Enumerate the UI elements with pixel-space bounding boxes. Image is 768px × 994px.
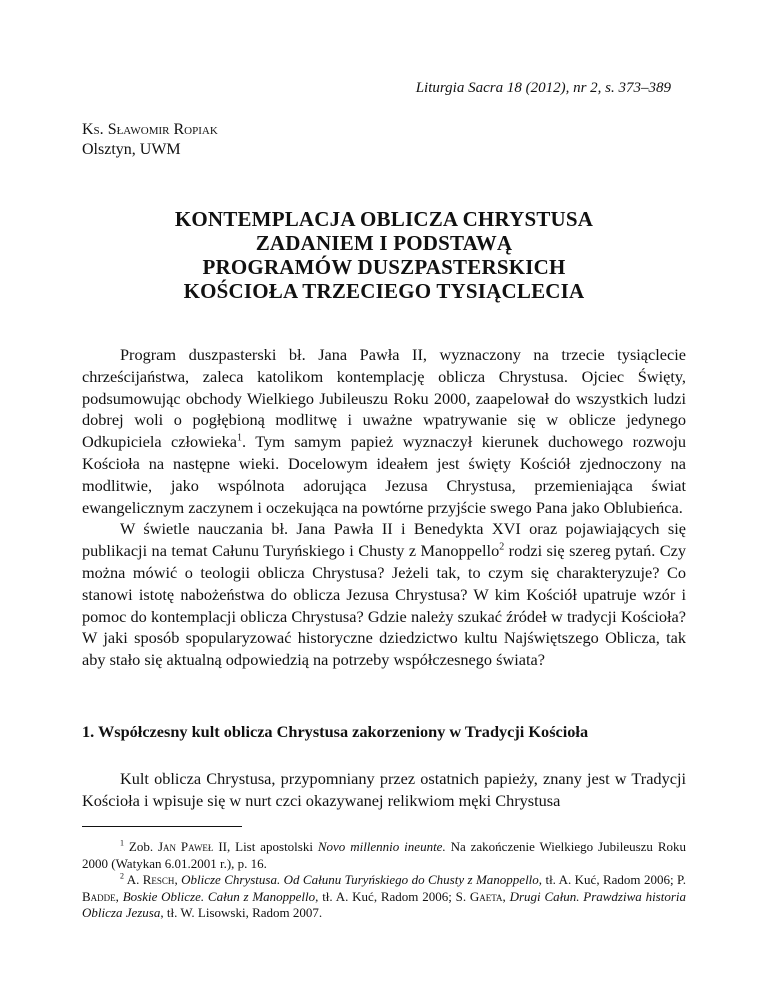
journal-citation: Liturgia Sacra 18 (2012), nr 2, s. 373–389 [415,80,671,96]
paragraph-text: rodzi się szereg pytań. Czy można mówić o teologii oblicza Chrystusa? Jeżeli tak, to czym się charakteryzuje? Co stanowi istotę nabożeństwa do oblicza Jezusa Chrystusa? W kim Kościół upatruje wzór i pomoc do kontemplacji oblicza Chrystusa? Gdzie należy szukać źródeł w tradycji Kościoła? W jaki sposób spopularyzować historyczne dziedzictwo kultu Najświętszego Oblicza, tak aby stało się aktualną odpowiedzią na potrzeby współczesnego świata? [82,541,687,670]
intro-text [82,344,686,671]
footnote-text: , [115,888,123,904]
footnote-title: Drugi Całun. Prawdziwa historia Oblicza Jezusa [82,888,687,921]
footnote-title: Boskie Oblicze. Całun z Manoppello [122,888,316,904]
section-text [82,768,686,812]
footnote-text: , [502,888,510,904]
footnote-author: Resch [142,872,175,888]
footnote-author: Gaeta [469,888,503,904]
footnote-text: , [174,872,182,888]
footnote-title: Novo millennio ineunte. [317,839,446,854]
paragraph [82,344,686,518]
footnote-ref[interactable]: 2 [499,541,505,553]
paragraph [82,518,686,671]
title-line: PROGRAMÓW DUSZPASTERSKICH [202,255,566,279]
author-name [82,120,218,140]
paragraph: Kult oblicza Chrystusa, przypomniany przez ostatnich papieży, znany jest w Tradycji Kościoła i wpisuje się w nurt czci okazywanej relikwiom męki Chrystusa [82,769,686,810]
author-affiliation: Olsztyn, UWM [82,141,181,158]
footnote-author: Badde [82,888,116,904]
footnote-text: A. [124,872,143,888]
section-heading: 1. Współczesny kult oblicza Chrystusa zakorzeniony w Tradycji Kościoła [82,722,589,741]
title-line: KONTEMPLACJA OBLICZA CHRYSTUSA [174,207,594,231]
footnote-text: Zob. [124,839,158,854]
author-prefix: Ks. [82,121,108,138]
footnote-text: , tł. A. Kuć, Radom 2006; S. [315,888,470,904]
paragraph-text: . Tym samym papież wyznaczył kierunek duchowego rozwoju Kościoła na następne wieki. Docelowym ideałem jest święty Kościół zjednoczony na modlitwie, jako wspólnota adorująca Jezusa Chrystusa, przemieniająca świat ewangelicznym zaczynem i oczekująca na powtórne przyjście swego Pana jako Oblubieńca. [82,432,686,517]
footnote-number: 2 [120,871,124,881]
footnote-text: Na zakończenie Wielkiego Jubileuszu Roku 2000 (Watykan 6.01.2001 r.), p. 16. [82,839,686,871]
paragraph-text: Program duszpasterski bł. Jana Pawła II, wyznaczony na trzecie tysiąclecie chrześcijaństwa, zaleca katolikom kontemplację oblicza Chrystusa. Ojciec Święty, podsumowując obchody Wielkiego Jubileuszu Roku 2000, zaapelował do wszystkich ludzi dobrej woli o pogłębioną modlitwę i uważne wpatrywanie się w oblicze jedynego Odkupiciela człowieka [82,345,686,452]
footnote-number: 1 [120,838,124,848]
footnote-divider [82,826,242,827]
paragraph-text: W świetle nauczania bł. Jana Pawła II i Benedykta XVI oraz pojawiających się publikacji na temat Całunu Turyńskiego i Chusty z Manoppello [82,519,686,561]
footnote-text: , tł. A. Kuć, Radom 2006; P. [538,872,687,888]
footnote-ref[interactable]: 1 [237,432,243,444]
footnote-text: , tł. W. Lisowski, Radom 2007. [160,905,323,921]
author-last-name: Ropiak [173,121,218,138]
title-line: ZADANIEM I PODSTAWĄ [255,231,513,255]
footnote-author: Jan Paweł [157,839,214,854]
footnote-text: II, List apostolski [213,839,318,854]
footnote [82,839,686,872]
footnotes [82,839,686,922]
author-first-name: Sławomir [107,121,170,138]
footnote [82,872,686,922]
title-line: KOŚCIOŁA TRZECIEGO TYSIĄCLECIA [183,279,585,303]
footnote-title: Oblicze Chrystusa. Od Całunu Turyńskiego do Chusty z Manoppello [181,872,539,888]
author-block [82,120,218,160]
article-title [82,207,686,303]
